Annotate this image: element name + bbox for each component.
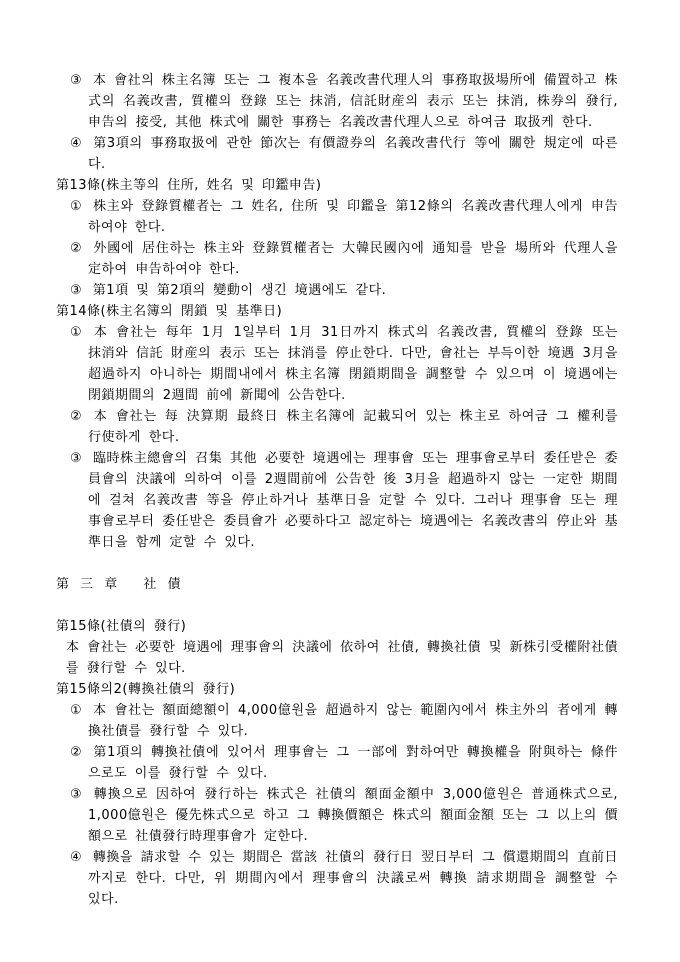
item-marker: ② <box>70 241 83 256</box>
clause-item <box>56 196 618 238</box>
clause-item <box>56 784 618 847</box>
item-marker: ③ <box>70 451 83 466</box>
item-marker: ④ <box>70 136 83 151</box>
clause-text: 轉換으로 因하여 發行하는 株式은 社債의 額面金額中 3,000億원은 普通株式으로, 1,000億원은 優先株式으로 하고 그 轉換價額은 株式의 額面金額 또는 그 以上의 價額으로 社債發行時理事會가 定한다. <box>88 787 618 844</box>
clause-text: 本 會社는 每年 1月 1일부터 1月 31日까지 株式의 名義改書, 質權의 登錄 또는 抹消와 信託 財産의 表示 또는 抹消를 停止한다. 다만, 會社는 부득이한 境遇 3月을 超過하지 아니하는 期間내에서 株主名簿 閉鎖期間을 調整할 수 있으며 이 境遇에는 閉鎖期間의 2週間 前에 新聞에 公告한다. <box>88 325 618 403</box>
clause-text: 外國에 居住하는 株主와 登錄質權者는 大韓民國內에 通知를 받을 場所와 代理人을 定하여 申告하여야 한다. <box>88 241 618 277</box>
article-heading: 第13條(株主等의 住所, 姓名 및 印鑑申告) <box>56 178 322 193</box>
clause-text: 本 會社의 株主名簿 또는 그 複本을 名義改書代理人의 事務取扱場所에 備置하고 株式의 名義改書, 質權의 登錄 또는 抹消, 信託財産의 表示 또는 抹消, 株券의 發行, 申告의 接受, 其他 株式에 關한 事務는 名義改書代理人으로 하여금 取扱케 한다. <box>88 73 619 130</box>
clause-item <box>56 238 618 280</box>
clause-item <box>56 448 618 553</box>
chapter-heading: 第 三 章 社 債 <box>56 577 183 592</box>
document-body <box>56 70 618 910</box>
clause-text: 臨時株主總會의 召集 其他 必要한 境遇에는 理事會 또는 理事會로부터 委任받은 委員會의 決議에 의하여 이를 2週間前에 公告한 後 3月을 超過하지 않는 一定한 期間에 걸쳐 名義改書 等을 停止하거나 基準日을 定할 수 있다. 그러나 理事會 또는 理事會로부터 委任받은 委員會가 必要하다고 認定하는 境遇에는 名義改書의 停止와 基準日을 함께 定할 수 있다. <box>88 451 618 550</box>
clause-text: 第1項의 轉換社債에 있어서 理事會는 그 一部에 對하여만 轉換權을 附與하는 條件으로도 이를 發行할 수 있다. <box>88 745 618 781</box>
item-marker: ① <box>70 325 83 340</box>
clause-text: 株主와 登錄質權者는 그 姓名, 住所 및 印鑑을 第12條의 名義改書代理人에게 申告하여야 한다. <box>88 199 618 235</box>
item-marker: ① <box>70 199 83 214</box>
clause-item <box>56 322 618 406</box>
item-marker: ③ <box>70 73 83 88</box>
item-marker: ① <box>70 703 83 718</box>
clause-item <box>56 133 618 175</box>
article-heading: 第15條(社債의 發行) <box>56 619 187 634</box>
clause-text: 本 會社는 每 決算期 最終日 株主名簿에 記載되어 있는 株主로 하여금 그 權利를 行使하게 한다. <box>88 409 619 445</box>
item-marker: ③ <box>70 283 83 298</box>
clause-text: 第1項 및 第2項의 變動이 생긴 境遇에도 같다. <box>92 283 387 298</box>
clause-item <box>56 70 618 133</box>
clause-item <box>56 406 618 448</box>
clause-item <box>56 847 618 910</box>
clause-item <box>56 700 618 742</box>
item-marker: ③ <box>70 787 83 802</box>
clause-item <box>56 742 618 784</box>
clause-text: 轉換을 請求할 수 있는 期間은 當該 社債의 發行日 翌日부터 그 償還期間의 直前日까지로 한다. 다만, 위 期間內에서 理事會의 決議로써 轉換 請求期間을 調整할 수 있다. <box>88 850 618 907</box>
article-heading: 第15條의2(轉換社債의 發行) <box>56 682 236 697</box>
clause-body-text: 本 會社는 必要한 境遇에 理事會의 決議에 依하여 社債, 轉換社債 및 新株引受權附社債를 發行할 수 있다. <box>66 640 618 676</box>
item-marker: ④ <box>70 850 83 865</box>
clause-text: 第3項의 事務取扱에 관한 節次는 有價證券의 名義改書代行 等에 關한 規定에 따른다. <box>88 136 618 172</box>
clause-item <box>56 280 618 301</box>
article-heading: 第14條(株主名簿의 閉鎖 및 基準日) <box>56 304 283 319</box>
item-marker: ② <box>70 745 83 760</box>
item-marker: ② <box>70 409 83 424</box>
clause-text: 本 會社는 額面總額이 4,000億원을 超過하지 않는 範圍內에서 株主外의 者에게 轉換社債를 發行할 수 있다. <box>88 703 618 739</box>
